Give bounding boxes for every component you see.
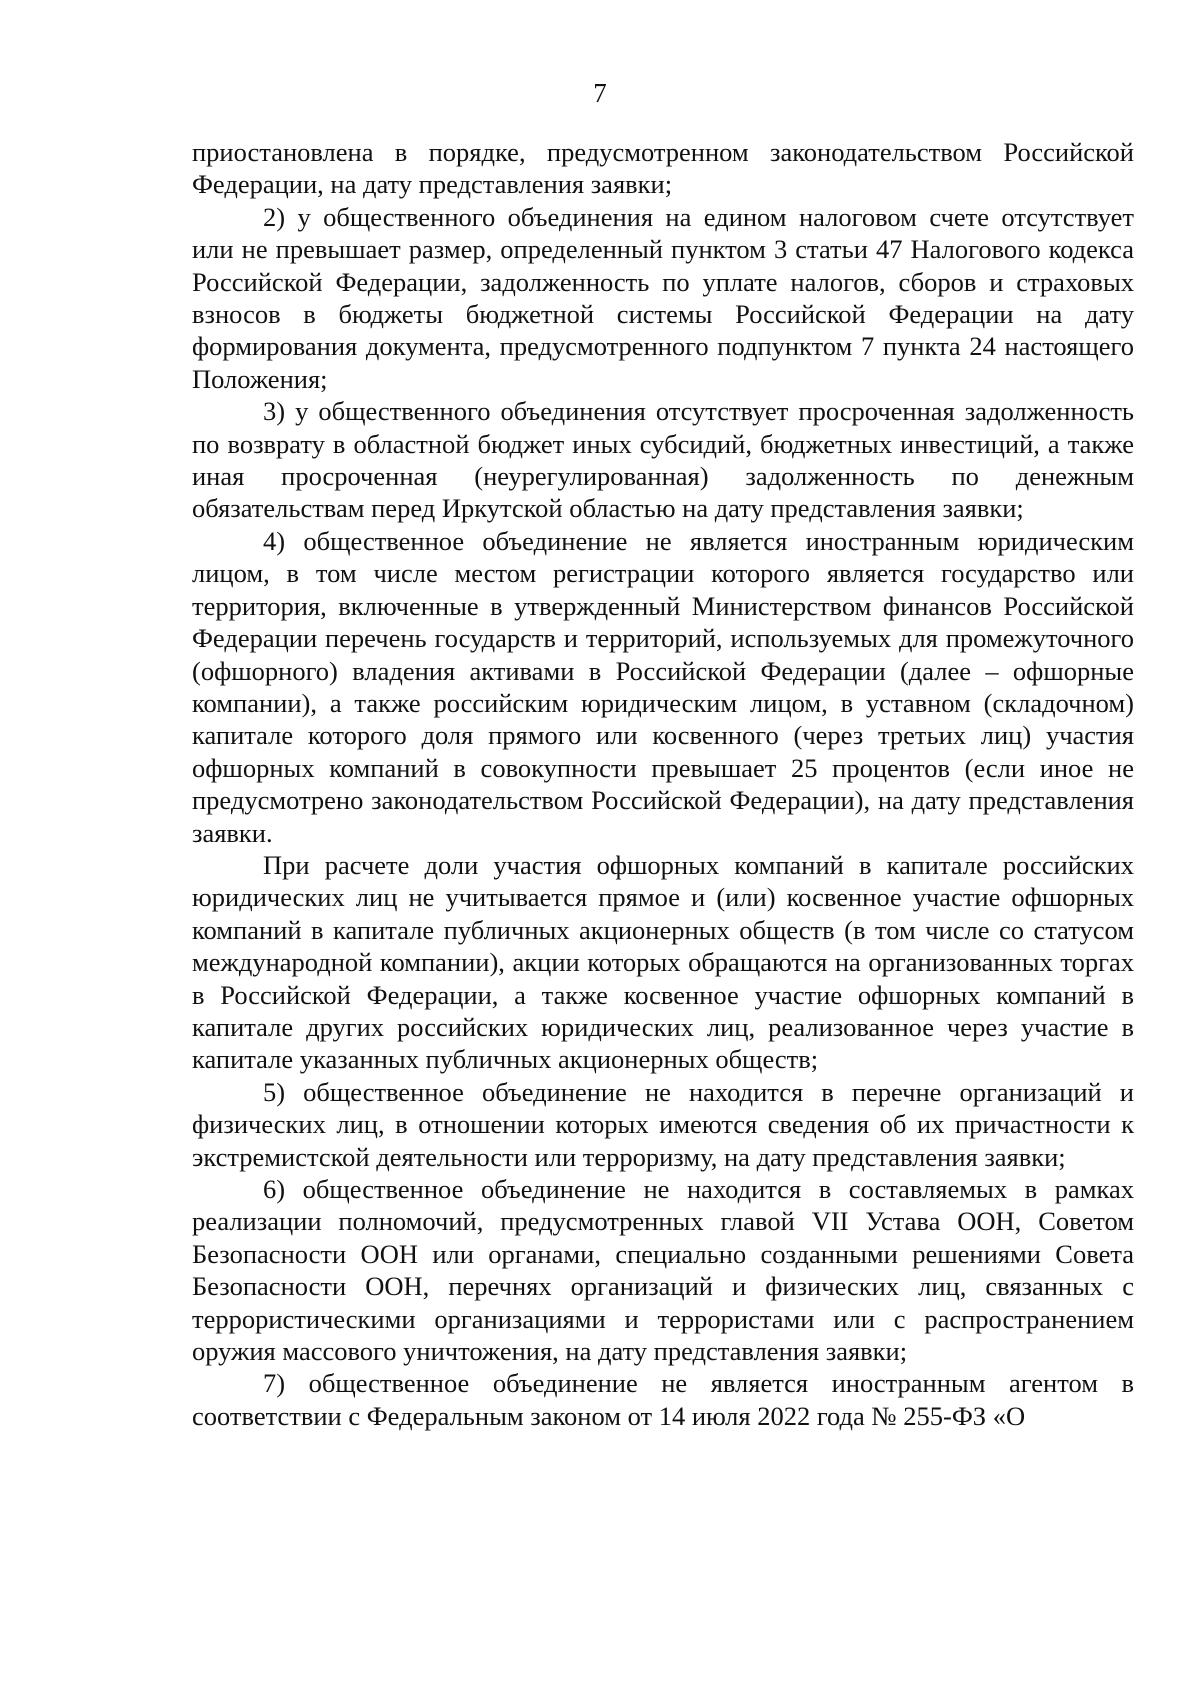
paragraph-offshore-calculation: При расчете доли участия офшорных компаний в капитале российских юридических лиц не учитывается прямое и (или) косвенное участие офшорных компаний в капитале публичных акционерных обществ (в том числе со статусом международной компании), акции которых обращаются на организованных торгах в Российской Федерации, а также косвенное участие офшорных компаний в капитале других российских юридических лиц, реализованное через участие в капитале указанных публичных акционерных обществ; — [192, 849, 1134, 1075]
paragraph-item-7: 7) общественное объединение не является иностранным агентом в соответствии с Федеральным законом от 14 июля 2022 года № 255-ФЗ «О — [192, 1368, 1134, 1431]
paragraph-item-6: 6) общественное объединение не находится в составляемых в рамках реализации полномочий, предусмотренных главой VII Устава ООН, Советом Безопасности ООН или органами, специально созданными решениями Совета Безопасности ООН, перечнях организаций и физических лиц, связанных с террористическими организациями и террористами или с распространением оружия массового уничтожения, на дату представления заявки; — [192, 1174, 1134, 1367]
page-number: 7 — [593, 78, 607, 108]
paragraph-continuation: приостановлена в порядке, предусмотренном законодательством Российской Федерации, на дату представления заявки; — [192, 137, 1134, 200]
document-body — [192, 136, 1134, 1432]
paragraph-item-3: 3) у общественного объединения отсутствует просроченная задолженность по возврату в областной бюджет иных субсидий, бюджетных инвестиций, а также иная просроченная (неурегулированная) задолженность по денежным обязательствам перед Иркутской областью на дату представления заявки; — [192, 396, 1134, 524]
paragraph-item-2: 2) у общественного объединения на едином налоговом счете отсутствует или не превышает размер, определенный пунктом 3 статьи 47 Налогового кодекса Российской Федерации, задолженность по уплате налогов, сборов и страховых взносов в бюджеты бюджетной системы Российской Федерации на дату формирования документа, предусмотренного подпунктом 7 пункта 24 настоящего Положения; — [192, 201, 1134, 394]
paragraph-item-4: 4) общественное объединение не является иностранным юридическим лицом, в том числе местом регистрации которого является государство или территория, включенные в утвержденный Министерством финансов Российской Федерации перечень государств и территорий, используемых для промежуточного (офшорного) владения активами в Российской Федерации (далее – офшорные компании), а также российским юридическим лицом, в уставном (складочном) капитале которого доля прямого или косвенного (через третьих лиц) участия офшорных компаний в совокупности превышает 25 процентов (если иное не предусмотрено законодательством Российской Федерации), на дату представления заявки. — [192, 525, 1134, 848]
paragraph-item-5: 5) общественное объединение не находится в перечне организаций и физических лиц, в отношении которых имеются сведения об их причастности к экстремистской деятельности или терроризму, на дату представления заявки; — [192, 1076, 1134, 1172]
